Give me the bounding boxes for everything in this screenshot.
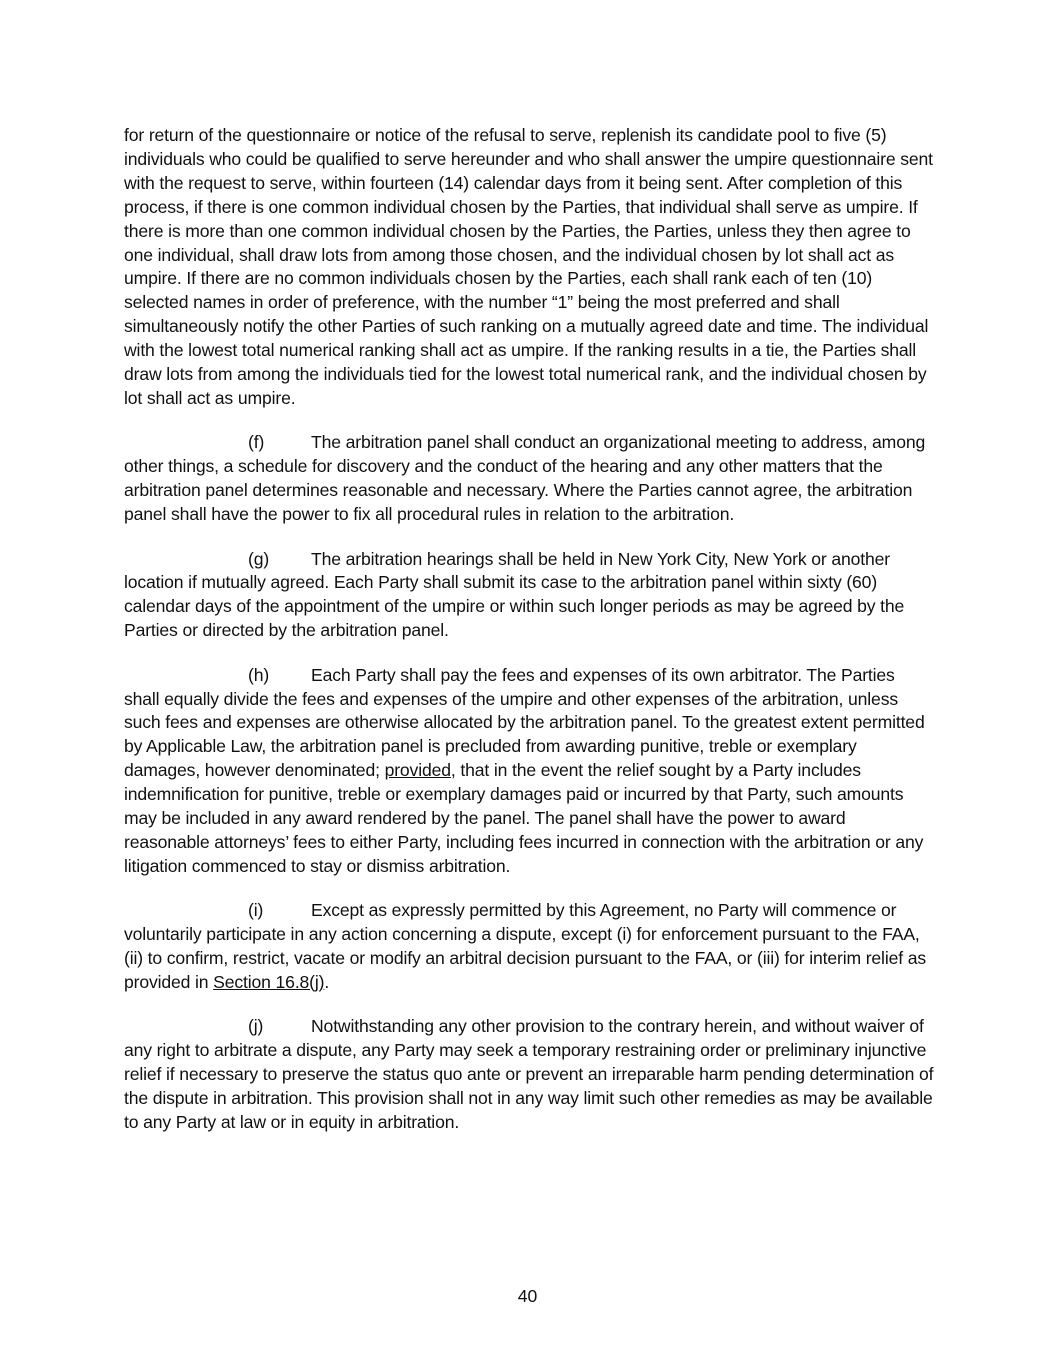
paragraph-j-text: Notwithstanding any other provision to the contrary herein, and without waiver of any right to arbitrate a dispute, any Party may seek a temporary restraining order or preliminary injunctive relief if necessary to preserve the status quo ante or prevent an irreparable harm pending determination of the dispute in arbitration. This provision shall not in any way limit such other remedies as may be available to any Party at law or in equity in arbitration.: [124, 1016, 934, 1133]
paragraph-h-marker: (h): [248, 664, 270, 685]
paragraph-j-marker: (j): [248, 1016, 264, 1037]
section-reference-link: Section 16.8(j): [213, 972, 325, 992]
paragraph-i-text-1: Except as expressly permitted by this Agreement, no Party will commence or voluntarily participate in any action concerning a dispute, except (i) for enforcement pursuant to the FAA, (ii) to confirm, restrict, vacate or modify an arbitral decision pursuant to the FAA, or (iii) for interim relief as provided in: [124, 900, 926, 992]
paragraph-i-text-2: .: [324, 972, 330, 992]
provided-underlined-term: provided: [384, 760, 451, 781]
paragraph-h: [124, 664, 934, 879]
paragraph-h-text-1: Each Party shall pay the fees and expenses of its own arbitrator. The Parties shall equally divide the fees and expenses of the umpire and other expenses of the arbitration, unless such fees and expenses are otherwise allocated by the arbitration panel. To the greatest extent permitted by Applicable Law, the arbitration panel is precluded from awarding punitive, treble or exemplary damages, however denominated;: [124, 664, 925, 781]
paragraph-i: [124, 899, 934, 995]
paragraph-f-text: The arbitration panel shall conduct an organizational meeting to address, among other things, a schedule for discovery and the conduct of the hearing and any other matters that the arbitration panel determines reasonable and necessary. Where the Parties cannot agree, the arbitration panel shall have the power to fix all procedural rules in relation to the arbitration.: [124, 432, 926, 525]
document-body: [124, 124, 934, 1155]
page-number: 40: [517, 1286, 538, 1306]
paragraph-f: [124, 431, 934, 527]
paragraph-g-marker: (g): [248, 548, 270, 569]
paragraph-i-marker: (i): [248, 900, 264, 921]
paragraph-g-text: The arbitration hearings shall be held in New York City, New York or another location if mutually agreed. Each Party shall submit its case to the arbitration panel within sixty (60) calendar days of the appointment of the umpire or within such longer periods as may be agreed by the Parties or directed by the arbitration panel.: [124, 548, 905, 641]
paragraph-f-marker: (f): [248, 432, 265, 453]
paragraph-j: [124, 1015, 934, 1135]
paragraph-g: [124, 548, 934, 644]
paragraph-h-text-2: , that in the event the relief sought by a Party includes indemnification for punitive, treble or exemplary damages paid or incurred by that Party, such amounts may be included in any award rendered by the panel. The panel shall have the power to award reasonable attorneys’ fees to either Party, including fees incurred in connection with the arbitration or any litigation commenced to stay or dismiss arbitration.: [124, 760, 924, 876]
paragraph-e-continuation: for return of the questionnaire or notice of the refusal to serve, replenish its candidate pool to five (5) individuals who could be qualified to serve hereunder and who shall answer the umpire questionnaire sent with the request to serve, within fourteen (14) calendar days from it being sent. After completion of this process, if there is one common individual chosen by the Parties, that individual shall serve as umpire. If there is more than one common individual chosen by the Parties, the Parties, unless they then agree to one individual, shall draw lots from among those chosen, and the individual chosen by lot shall act as umpire. If there are no common individuals chosen by the Parties, each shall rank each of ten (10) selected names in order of preference, with the number “1” being the most preferred and shall simultaneously notify the other Parties of such ranking on a mutually agreed date and time. The individual with the lowest total numerical ranking shall act as umpire. If the ranking results in a tie, the Parties shall draw lots from among the individuals tied for the lowest total numerical rank, and the individual chosen by lot shall act as umpire.: [124, 125, 933, 408]
